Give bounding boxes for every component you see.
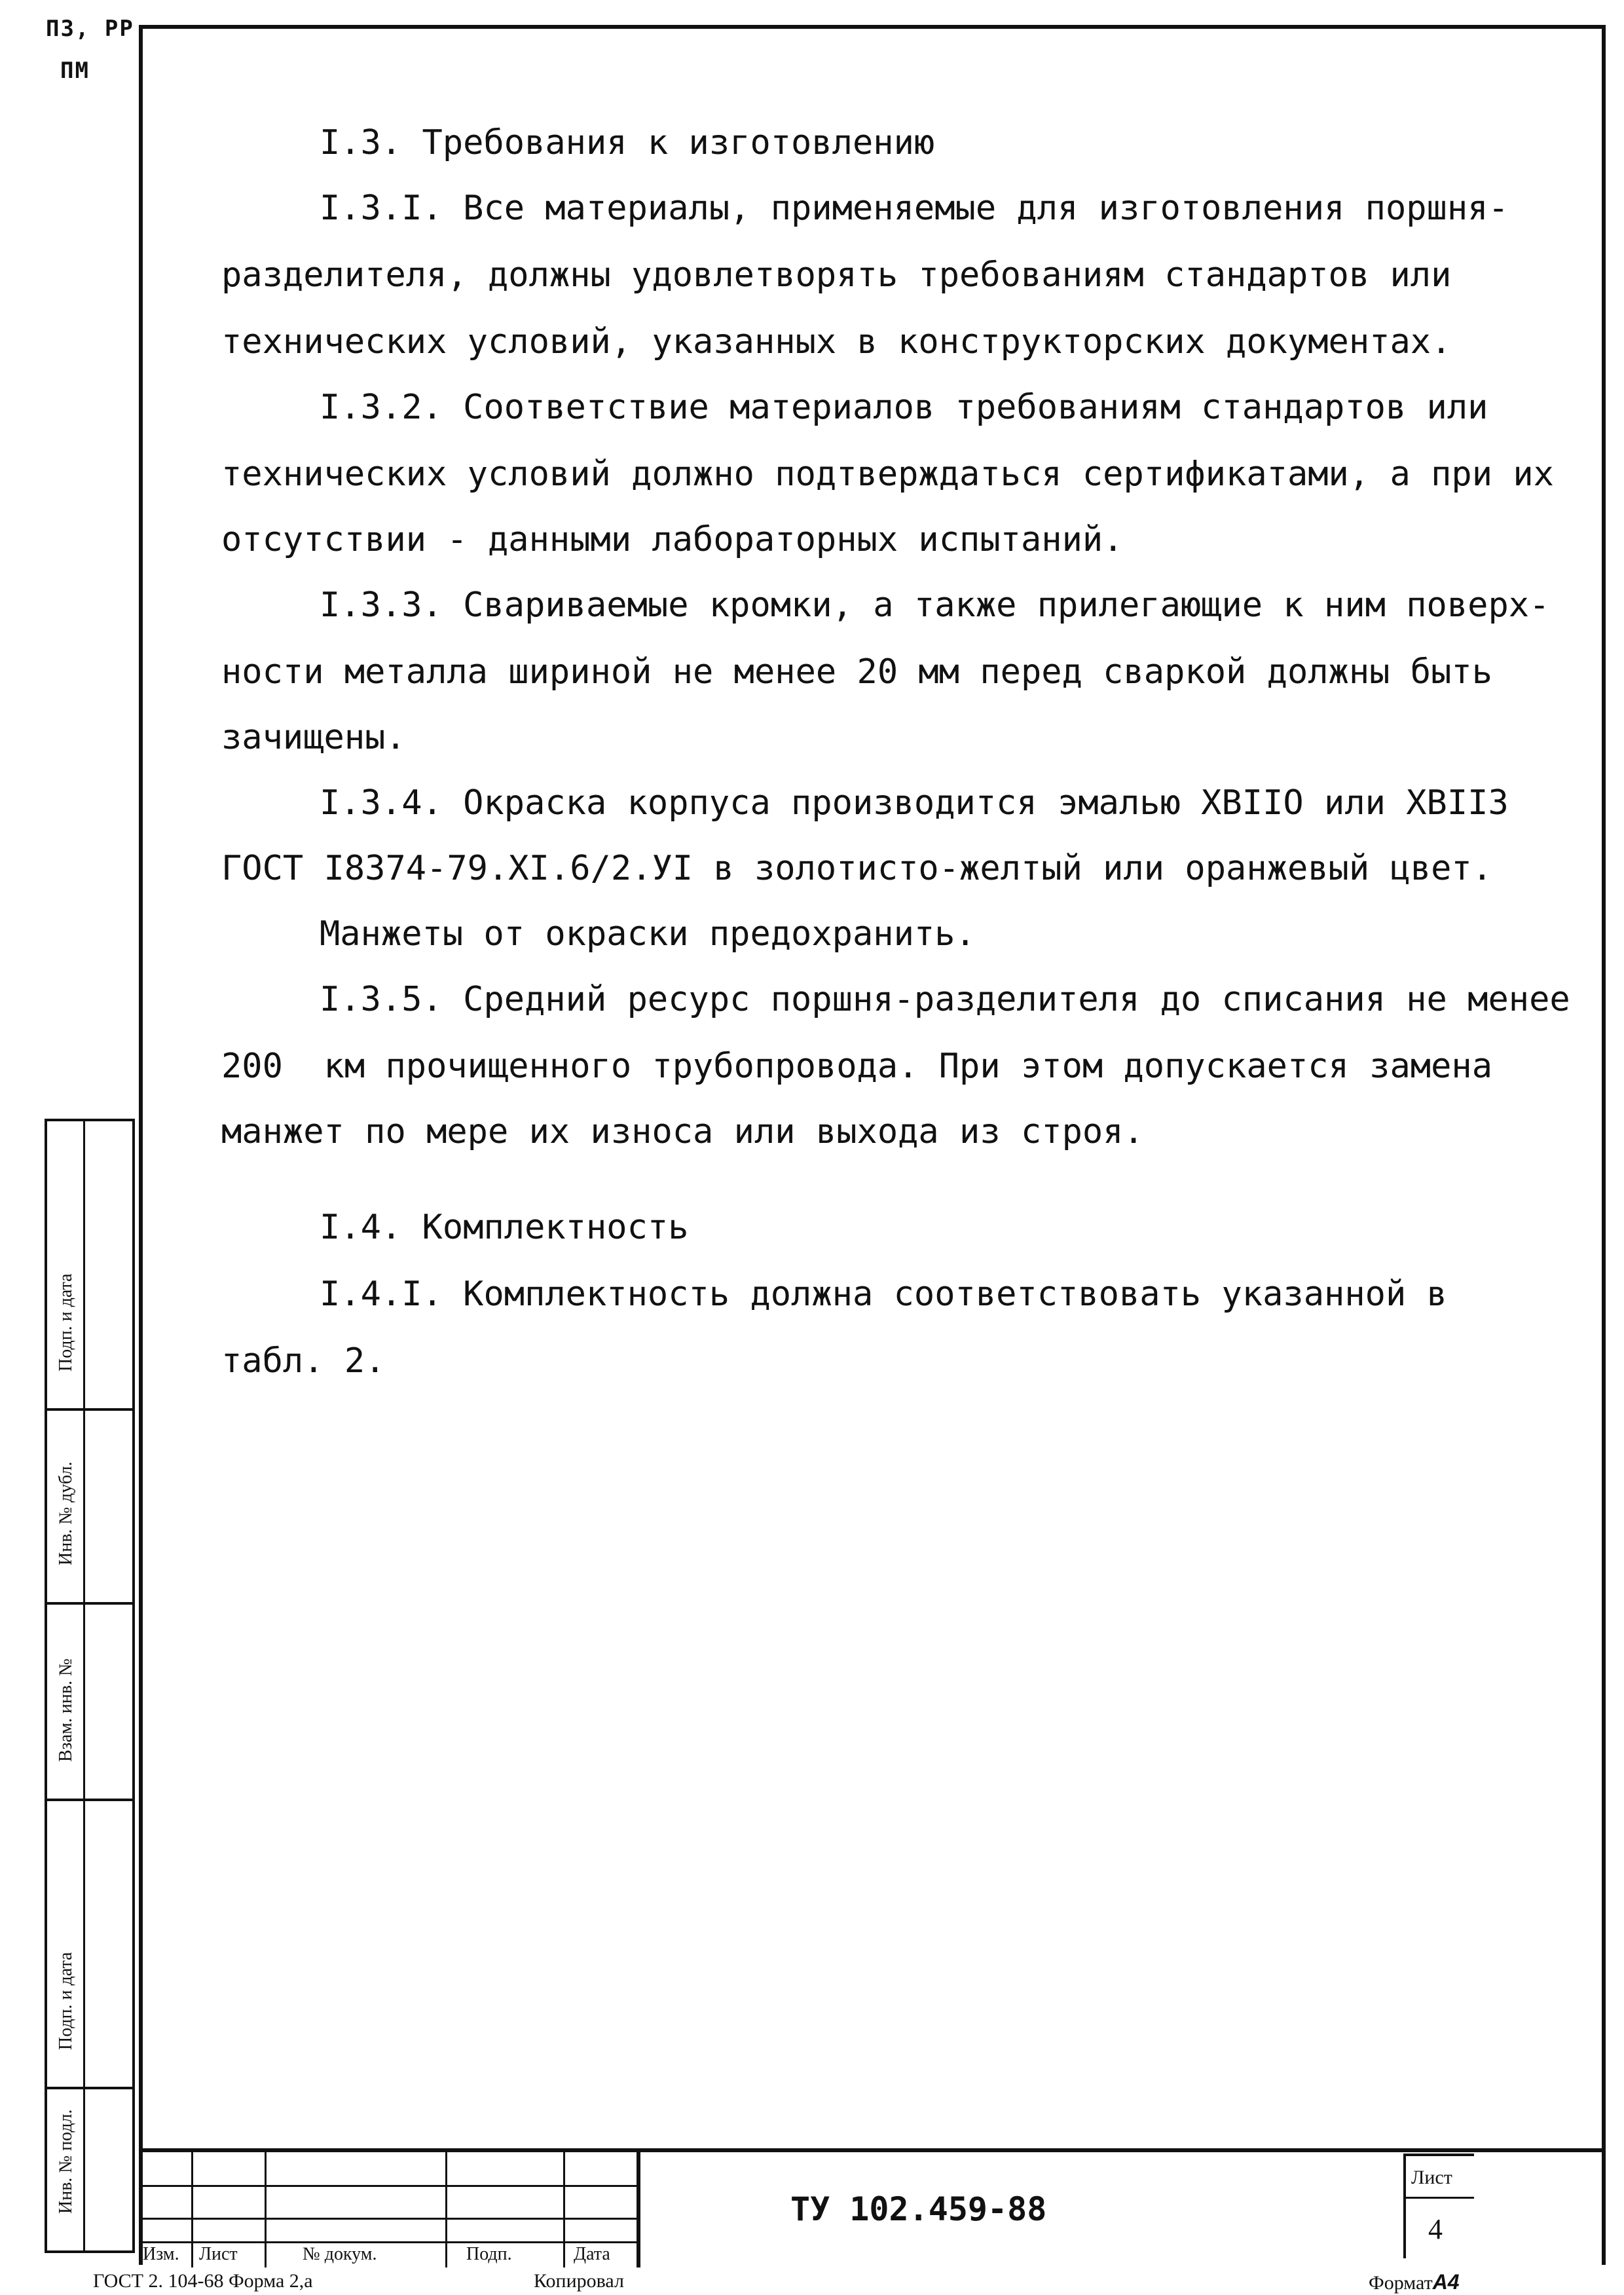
paragraph-1-3-5-line1: I.3.5. Средний ресурс поршня-разделителя до списания не менее [320,980,1570,1019]
paragraph-1-3-2-line1: I.3.2. Соответствие материалов требованиям стандартов или [320,388,1488,427]
column-header-signature: Подп. [466,2244,512,2264]
footer-gost-form: ГОСТ 2. 104-68 Форма 2,а [93,2270,313,2292]
title-block-divider [265,2152,267,2267]
paragraph-1-3-3-line2: ности металла шириной не менее 20 мм перед сваркой должны быть [221,652,1493,692]
paragraph-1-4-1-line1: I.4.I. Комплектность должна соответствовать указанной в [320,1275,1447,1314]
title-block-divider [191,2152,193,2267]
sheet-number: 4 [1428,2213,1443,2245]
paragraph-1-3-4-line2: ГОСТ I8374-79.XI.6/2.УI в золотисто-желтый или оранжевый цвет. [221,849,1493,888]
paragraph-1-3-5-line2: 200 км прочищенного трубопровода. При этом допускается замена [221,1047,1493,1086]
paragraph-1-3-2-line3: отсутствии - данными лабораторных испытаний. [221,520,1124,559]
sheet-label: Лист [1411,2167,1452,2188]
paragraph-1-3-2-line2: технических условий должно подтверждаться сертификатами, а при их [221,455,1554,494]
sheet-box-divider [1406,2197,1474,2199]
corner-mark-line1: ПЗ, РР [46,16,134,42]
binding-cell-sig-date-1 [47,1121,132,1408]
footer-copied-by: Копировал [534,2270,624,2292]
paragraph-1-3-4-line3: Манжеты от окраски предохранить. [320,914,976,954]
paragraph-1-3-1-line3: технических условий, указанных в конструкторских документах. [221,322,1452,362]
binding-label-sig-date-1: Подп. и дата [55,1273,76,1371]
paragraph-1-4-1-line2: табл. 2. [221,1341,386,1381]
title-block [139,2148,1606,2264]
column-header-document: № докум. [303,2244,377,2264]
footer-format-label: Формат [1369,2272,1433,2294]
binding-cell-inv-dup [47,1408,132,1602]
binding-label-sig-date-2: Подп. и дата [55,1952,76,2050]
document-designation: ТУ 102.459-88 [790,2190,1047,2228]
title-block-row [139,2241,637,2243]
section-heading-1-3: I.3. Требования к изготовлению [320,123,935,162]
column-header-sheet: Лист [199,2244,238,2264]
paragraph-1-3-3-line3: зачищены. [221,718,406,757]
binding-column [45,1119,135,2253]
binding-label-inv-swap: Взам. инв. № [55,1658,76,1762]
title-block-row [139,2185,637,2187]
binding-cell-sig-date-2 [47,1799,132,2087]
paragraph-1-3-5-line3: манжет по мере их износа или выхода из строя. [221,1112,1144,1151]
column-header-date: Дата [574,2244,610,2264]
title-block-divider [445,2152,447,2267]
title-block-divider [637,2152,640,2267]
binding-cell-inv-orig [47,2087,132,2250]
title-block-divider [563,2152,565,2267]
column-header-change: Изм. [143,2244,179,2264]
paragraph-1-3-1-line1: I.3.I. Все материалы, применяемые для изготовления поршня- [320,189,1509,228]
section-heading-1-4: I.4. Комплектность [320,1208,689,1247]
corner-mark-line2: ПМ [60,58,90,84]
footer-format-value: А4 [1432,2270,1460,2294]
title-block-row [139,2218,637,2220]
binding-cell-inv-swap [47,1602,132,1799]
paragraph-1-3-1-line2: разделителя, должны удовлетворять требованиям стандартов или [221,255,1452,295]
paragraph-1-3-3-line1: I.3.3. Свариваемые кромки, а также прилегающие к ним поверх- [320,586,1550,625]
paragraph-1-3-4-line1: I.3.4. Окраска корпуса производится эмалью ХВIIО или ХВII3 [320,783,1509,823]
sheet-number-box [1403,2154,1474,2258]
footer-format [1369,2270,1460,2294]
binding-label-inv-dup: Инв. № дубл. [55,1461,76,1565]
binding-label-inv-orig: Инв. № подл. [55,2109,76,2214]
